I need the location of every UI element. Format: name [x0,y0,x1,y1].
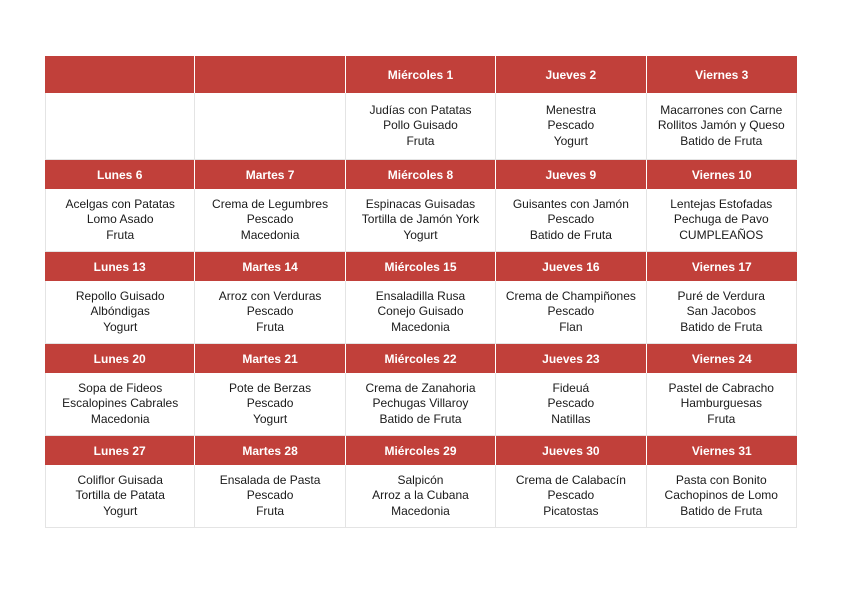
week-meal-row [45,465,797,528]
second-course: Pescado [246,304,294,319]
week-header-row [45,344,797,373]
first-course: Crema de Zanahoria [365,380,476,395]
dessert: Macedonia [391,319,450,334]
dessert: Batido de Fruta [680,503,763,518]
day-header: Martes 28 [195,436,345,465]
first-course: Crema de Champiñones [505,288,636,303]
day-header: Martes 21 [195,344,345,373]
second-course: Pescado [547,396,595,411]
day-meals [45,281,195,344]
dessert: Picatostas [543,503,599,518]
second-course: Pescado [547,304,595,319]
second-course: Cachopinos de Lomo [664,488,778,503]
first-course: Puré de Verdura [677,288,765,303]
day-meals [346,189,496,252]
first-course: Menestra [545,102,596,117]
second-course: Arroz a la Cubana [372,488,469,503]
second-course: Pechugas Villaroy [372,396,469,411]
day-meals [346,281,496,344]
second-course: Albóndigas [90,304,150,319]
day-meals [647,465,797,528]
week-header-row [45,436,797,465]
first-course: Ensalada de Pasta [219,472,321,487]
day-meals [346,373,496,436]
day-header: Lunes 20 [45,344,195,373]
dessert: Batido de Fruta [379,411,462,426]
second-course: Pescado [547,488,595,503]
second-course: Lomo Asado [86,212,154,227]
week-meal-row [45,189,797,252]
day-meals [647,93,797,160]
dessert: CUMPLEAÑOS [679,227,764,242]
day-meals [496,281,646,344]
week-header-row [45,252,797,281]
day-header: Martes 7 [195,160,345,189]
second-course: Tortilla de Jamón York [361,212,480,227]
first-course: Lentejas Estofadas [670,196,773,211]
first-course: Crema de Legumbres [212,196,329,211]
first-course: Judías con Patatas [369,102,472,117]
second-course: Pescado [547,212,595,227]
day-header: Jueves 30 [496,436,646,465]
second-course: San Jacobos [686,304,756,319]
dessert: Natillas [551,411,591,426]
dessert: Flan [559,319,583,334]
second-course: Tortilla de Patata [75,488,165,503]
week-header-row [45,56,797,93]
dessert: Yogurt [252,411,288,426]
day-header: Lunes 27 [45,436,195,465]
day-meals [195,465,345,528]
second-course: Pechuga de Pavo [673,212,769,227]
day-header: Miércoles 8 [346,160,496,189]
day-meals [346,465,496,528]
day-meals [647,189,797,252]
day-header [45,56,195,93]
dessert: Macedonia [240,227,300,242]
day-meals [45,93,195,160]
day-header: Lunes 6 [45,160,195,189]
day-header: Miércoles 15 [346,252,496,281]
week-1 [45,56,797,160]
second-course: Pescado [246,396,294,411]
first-course: Ensaladilla Rusa [375,288,466,303]
day-header: Martes 14 [195,252,345,281]
day-meals [45,189,195,252]
day-meals [45,373,195,436]
first-course: Fideuá [552,380,590,395]
day-header: Viernes 24 [691,351,752,366]
day-header [195,56,345,93]
dessert: Fruta [106,227,135,242]
dessert: Yogurt [553,133,588,148]
first-course: Arroz con Verduras [218,288,322,303]
dessert: Fruta [256,503,285,518]
first-course: Sopa de Fideos [78,380,163,395]
week-3 [45,252,797,344]
week-meal-row [45,281,797,344]
week-meal-row [45,93,797,160]
second-course: Pescado [246,488,294,503]
dessert: Batido de Fruta [680,133,763,148]
second-course: Pescado [246,212,294,227]
dessert: Batido de Fruta [529,227,612,242]
day-header: Viernes 31 [691,443,752,458]
day-meals [496,465,646,528]
week-4 [45,344,797,436]
day-header: Jueves 16 [496,252,646,281]
day-header: Miércoles 1 [346,56,496,93]
second-course: Escalopines Cabrales [62,396,179,411]
day-meals [647,373,797,436]
day-header: Jueves 23 [496,344,646,373]
week-meal-row [45,373,797,436]
dessert: Macedonia [391,503,450,518]
dessert: Fruta [707,411,736,426]
day-meals [496,93,646,160]
day-meals [195,189,345,252]
dessert: Fruta [256,319,285,334]
week-5 [45,436,797,528]
week-header-row [45,160,797,189]
day-meals [45,465,195,528]
day-header: Viernes 17 [691,259,752,274]
first-course: Pastel de Cabracho [668,380,774,395]
second-course: Conejo Guisado [377,304,464,319]
day-header: Jueves 2 [496,56,646,93]
first-course: Acelgas con Patatas [65,196,175,211]
first-course: Macarrones con Carne [660,102,783,117]
first-course: Repollo Guisado [75,288,165,303]
day-header: Miércoles 29 [346,436,496,465]
dessert: Yogurt [403,227,438,242]
day-header: Jueves 9 [496,160,646,189]
first-course: Pasta con Bonito [675,472,767,487]
day-meals [195,373,345,436]
week-2 [45,160,797,252]
day-meals [195,281,345,344]
second-course: Rollitos Jamón y Queso [657,118,785,133]
first-course: Guisantes con Jamón [512,196,629,211]
first-course: Pote de Berzas [229,380,312,395]
dessert: Batido de Fruta [680,319,763,334]
day-meals [496,189,646,252]
dessert: Yogurt [103,503,138,518]
day-meals [496,373,646,436]
day-meals [195,93,345,160]
day-meals [647,281,797,344]
second-course: Pescado [547,118,595,133]
dessert: Yogurt [103,319,138,334]
first-course: Crema de Calabacín [515,472,626,487]
second-course: Pollo Guisado [383,118,458,133]
dessert: Fruta [406,133,435,148]
day-header: Viernes 3 [695,67,749,82]
day-header: Lunes 13 [45,252,195,281]
day-header: Miércoles 22 [346,344,496,373]
day-meals [346,93,496,160]
first-course: Espinacas Guisadas [365,196,476,211]
lunch-menu-table [45,56,797,528]
day-header: Viernes 10 [691,167,752,182]
second-course: Hamburguesas [680,396,762,411]
first-course: Salpicón [397,472,444,487]
first-course: Coliflor Guisada [77,472,163,487]
dessert: Macedonia [90,411,150,426]
